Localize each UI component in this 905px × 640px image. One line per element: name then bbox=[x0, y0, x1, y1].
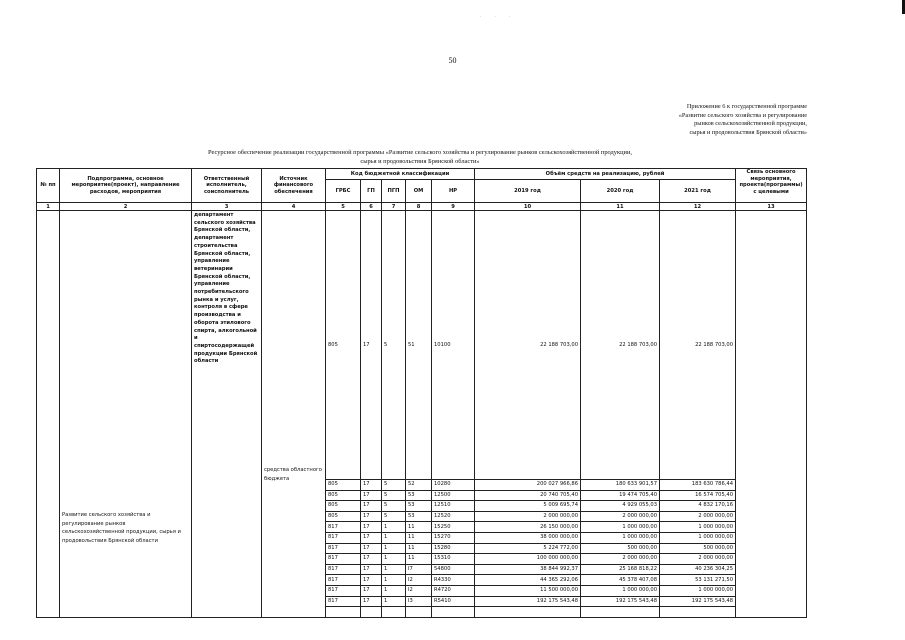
grbs-cell: 817 bbox=[326, 543, 361, 554]
pgp-cell: 5 bbox=[382, 511, 406, 522]
gp-cell: 17 bbox=[361, 490, 382, 501]
value-2020: 1 000 000,00 bbox=[581, 532, 660, 543]
appendix-note bbox=[679, 103, 807, 137]
value-2020: 45 378 407,08 bbox=[581, 575, 660, 586]
value-2020: 180 633 901,57 bbox=[581, 480, 660, 491]
gp-cell: 17 bbox=[361, 596, 382, 607]
pgp-cell: 1 bbox=[382, 596, 406, 607]
value-2019: 2 000 000,00 bbox=[475, 511, 581, 522]
om-cell: 51 bbox=[406, 211, 432, 480]
gp-cell: 17 bbox=[361, 575, 382, 586]
value-2021: 1 000 000,00 bbox=[660, 522, 736, 533]
header-grbs: ГРБС bbox=[326, 180, 361, 203]
header-pgp: ПГП bbox=[382, 180, 406, 203]
value-2021: 1 000 000,00 bbox=[660, 585, 736, 596]
value-2019: 5 224 772,00 bbox=[475, 543, 581, 554]
appendix-line: рынков сельскохозяйственной продукции, bbox=[694, 120, 807, 128]
header-subprogram: Подпрограмма, основное мероприятие(проект), направление расходов, мероприятия bbox=[60, 169, 192, 203]
nr-cell: 10100 bbox=[432, 211, 475, 480]
nr-cell: 12510 bbox=[432, 501, 475, 512]
row-num-cell bbox=[37, 211, 60, 618]
header-nr: НР bbox=[432, 180, 475, 203]
link-cell bbox=[736, 211, 807, 618]
col-number: 4 bbox=[262, 203, 326, 211]
value-2020 bbox=[581, 607, 660, 618]
title-line: Ресурсное обеспечение реализации государственной программы «Развитие сельского хозяйства и регулирование рынков сельскохозяйственной продукции, bbox=[208, 149, 632, 156]
gp-cell: 17 bbox=[361, 554, 382, 565]
gp-cell: 17 bbox=[361, 564, 382, 575]
om-cell: 53 bbox=[406, 501, 432, 512]
col-number: 7 bbox=[382, 203, 406, 211]
header-executor: Ответственный исполнитель, соисполнитель bbox=[192, 169, 262, 203]
pgp-cell: 1 bbox=[382, 554, 406, 565]
header-2020: 2020 год bbox=[581, 180, 660, 203]
om-cell: I3 bbox=[406, 596, 432, 607]
grbs-cell: 817 bbox=[326, 522, 361, 533]
pgp-cell bbox=[382, 607, 406, 618]
om-cell: I7 bbox=[406, 564, 432, 575]
om-cell: 53 bbox=[406, 490, 432, 501]
header-gp: ГП bbox=[361, 180, 382, 203]
header-source: Источник финансового обеспечения bbox=[262, 169, 326, 203]
nr-cell: 54800 bbox=[432, 564, 475, 575]
gp-cell: 17 bbox=[361, 211, 382, 480]
gp-cell: 17 bbox=[361, 480, 382, 491]
om-cell: I2 bbox=[406, 575, 432, 586]
grbs-cell: 817 bbox=[326, 532, 361, 543]
value-2021: 183 630 786,44 bbox=[660, 480, 736, 491]
value-2020: 22 188 703,00 bbox=[581, 211, 660, 480]
nr-cell: 12500 bbox=[432, 490, 475, 501]
value-2021: 22 188 703,00 bbox=[660, 211, 736, 480]
value-2021: 500 000,00 bbox=[660, 543, 736, 554]
value-2020: 25 168 818,22 bbox=[581, 564, 660, 575]
col-number: 11 bbox=[581, 203, 660, 211]
col-number: 2 bbox=[60, 203, 192, 211]
om-cell: 52 bbox=[406, 480, 432, 491]
value-2019: 11 500 000,00 bbox=[475, 585, 581, 596]
header-link: Связь основного мероприятия, проекта(программы) с целевыми bbox=[736, 169, 807, 203]
value-2019: 22 188 703,00 bbox=[475, 211, 581, 480]
scan-dots: · · · bbox=[480, 14, 517, 19]
col-number: 10 bbox=[475, 203, 581, 211]
pgp-cell: 5 bbox=[382, 490, 406, 501]
col-number: 9 bbox=[432, 203, 475, 211]
source-cell: средства областного бюджета bbox=[262, 211, 326, 618]
document-title bbox=[150, 148, 690, 166]
grbs-cell: 805 bbox=[326, 480, 361, 491]
pgp-cell: 1 bbox=[382, 522, 406, 533]
pgp-cell: 1 bbox=[382, 575, 406, 586]
grbs-cell: 817 bbox=[326, 575, 361, 586]
grbs-cell: 817 bbox=[326, 564, 361, 575]
value-2020: 1 000 000,00 bbox=[581, 522, 660, 533]
grbs-cell: 817 bbox=[326, 585, 361, 596]
appendix-line: Приложение 6 к государственной программе bbox=[686, 103, 807, 110]
col-number: 1 bbox=[37, 203, 60, 211]
nr-cell bbox=[432, 607, 475, 618]
subprogram-cell: Развитие сельского хозяйства и регулирование рынков сельскохозяйственной продукции, сырья и продовольствия Брянской области bbox=[60, 211, 192, 618]
value-2021: 4 832 170,16 bbox=[660, 501, 736, 512]
grbs-cell: 805 bbox=[326, 501, 361, 512]
nr-cell: 15270 bbox=[432, 532, 475, 543]
header-2019: 2019 год bbox=[475, 180, 581, 203]
column-number-row bbox=[37, 203, 807, 211]
gp-cell: 17 bbox=[361, 501, 382, 512]
executor-cell: департамент сельского хозяйства Брянской области, департамент строительства Брянской области, управление ветеринарии Брянской области, управление потребительского рынка и услуг, контроля в сфере производства и оборота этилового спирта, алкогольной и спиртосодержащей продукции Брянской области bbox=[192, 211, 262, 618]
nr-cell: R4330 bbox=[432, 575, 475, 586]
om-cell: 53 bbox=[406, 511, 432, 522]
value-2021 bbox=[660, 607, 736, 618]
resource-table bbox=[36, 168, 807, 618]
appendix-line: сырья и продовольствия Брянской области» bbox=[689, 128, 807, 136]
col-number: 3 bbox=[192, 203, 262, 211]
nr-cell: 15310 bbox=[432, 554, 475, 565]
appendix-line: «Развитие сельского хозяйства и регулирование bbox=[678, 111, 807, 119]
pgp-cell: 1 bbox=[382, 543, 406, 554]
pgp-cell: 1 bbox=[382, 585, 406, 596]
value-2021: 2 000 000,00 bbox=[660, 511, 736, 522]
pgp-cell: 1 bbox=[382, 564, 406, 575]
nr-cell: R4720 bbox=[432, 585, 475, 596]
value-2020: 192 175 543,48 bbox=[581, 596, 660, 607]
grbs-cell: 817 bbox=[326, 596, 361, 607]
gp-cell: 17 bbox=[361, 522, 382, 533]
gp-cell: 17 bbox=[361, 585, 382, 596]
value-2020: 19 474 705,40 bbox=[581, 490, 660, 501]
grbs-cell: 805 bbox=[326, 511, 361, 522]
header-om: ОМ bbox=[406, 180, 432, 203]
nr-cell: R5410 bbox=[432, 596, 475, 607]
col-number: 5 bbox=[326, 203, 361, 211]
title-line: сырья и продовольствия Брянской области» bbox=[360, 158, 480, 165]
value-2019: 26 150 000,00 bbox=[475, 522, 581, 533]
om-cell bbox=[406, 607, 432, 618]
om-cell: 11 bbox=[406, 522, 432, 533]
value-2021: 40 236 304,25 bbox=[660, 564, 736, 575]
value-2019 bbox=[475, 607, 581, 618]
grbs-cell bbox=[326, 607, 361, 618]
table-row bbox=[37, 211, 807, 480]
col-number: 6 bbox=[361, 203, 382, 211]
header-budget-code: Код бюджетной классификации bbox=[326, 169, 475, 180]
value-2020: 1 000 000,00 bbox=[581, 585, 660, 596]
value-2021: 1 000 000,00 bbox=[660, 532, 736, 543]
nr-cell: 15280 bbox=[432, 543, 475, 554]
gp-cell: 17 bbox=[361, 532, 382, 543]
value-2019: 100 000 000,00 bbox=[475, 554, 581, 565]
gp-cell bbox=[361, 607, 382, 618]
value-2020: 2 000 000,00 bbox=[581, 554, 660, 565]
om-cell: 11 bbox=[406, 532, 432, 543]
grbs-cell: 805 bbox=[326, 211, 361, 480]
col-number: 8 bbox=[406, 203, 432, 211]
gp-cell: 17 bbox=[361, 511, 382, 522]
gp-cell: 17 bbox=[361, 543, 382, 554]
nr-cell: 15250 bbox=[432, 522, 475, 533]
pgp-cell: 5 bbox=[382, 501, 406, 512]
om-cell: 11 bbox=[406, 554, 432, 565]
om-cell: I2 bbox=[406, 585, 432, 596]
value-2019: 192 175 543,48 bbox=[475, 596, 581, 607]
page-number: 50 bbox=[448, 56, 457, 65]
header-amount: Объём средств на реализацию, рублей bbox=[475, 169, 736, 180]
value-2019: 38 000 000,00 bbox=[475, 532, 581, 543]
pgp-cell: 5 bbox=[382, 211, 406, 480]
om-cell: 11 bbox=[406, 543, 432, 554]
value-2020: 500 000,00 bbox=[581, 543, 660, 554]
col-number: 13 bbox=[736, 203, 807, 211]
header-2021: 2021 год bbox=[660, 180, 736, 203]
col-number: 12 bbox=[660, 203, 736, 211]
value-2019: 20 740 705,40 bbox=[475, 490, 581, 501]
value-2019: 5 009 695,74 bbox=[475, 501, 581, 512]
value-2020: 4 929 055,03 bbox=[581, 501, 660, 512]
nr-cell: 12520 bbox=[432, 511, 475, 522]
value-2019: 38 844 992,37 bbox=[475, 564, 581, 575]
value-2019: 44 365 292,06 bbox=[475, 575, 581, 586]
nr-cell: 10280 bbox=[432, 480, 475, 491]
pgp-cell: 1 bbox=[382, 532, 406, 543]
grbs-cell: 817 bbox=[326, 554, 361, 565]
grbs-cell: 805 bbox=[326, 490, 361, 501]
value-2021: 2 000 000,00 bbox=[660, 554, 736, 565]
value-2021: 16 574 705,40 bbox=[660, 490, 736, 501]
header-num: № пп bbox=[37, 169, 60, 203]
value-2021: 192 175 543,48 bbox=[660, 596, 736, 607]
value-2021: 53 131 271,50 bbox=[660, 575, 736, 586]
value-2019: 200 027 966,86 bbox=[475, 480, 581, 491]
value-2020: 2 000 000,00 bbox=[581, 511, 660, 522]
pgp-cell: 5 bbox=[382, 480, 406, 491]
